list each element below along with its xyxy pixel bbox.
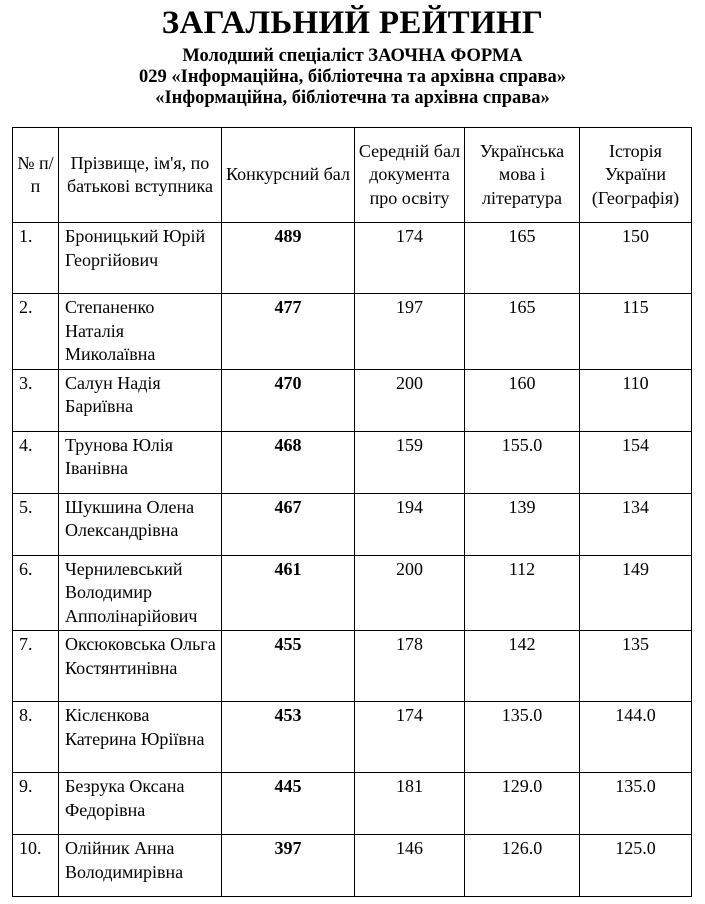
cell-ukr: 142 xyxy=(465,631,580,702)
cell-name: Кіслєнкова Катерина Юріївна xyxy=(59,702,222,773)
cell-name: Безрука Оксана Федорівна xyxy=(59,773,222,835)
cell-ukr: 165 xyxy=(465,223,580,294)
cell-score: 445 xyxy=(222,773,355,835)
cell-avg: 159 xyxy=(355,431,465,493)
table-row xyxy=(13,835,692,897)
cell-number: 9. xyxy=(13,773,59,835)
cell-number: 2. xyxy=(13,294,59,370)
cell-score: 470 xyxy=(222,369,355,431)
cell-ukr: 155.0 xyxy=(465,431,580,493)
table-row xyxy=(13,555,692,631)
cell-name: Олійник Анна Володимирівна xyxy=(59,835,222,897)
cell-avg: 174 xyxy=(355,702,465,773)
cell-name: Броницький Юрій Георгійович xyxy=(59,223,222,294)
cell-name: Шукшина Олена Олександрівна xyxy=(59,493,222,555)
cell-ukr: 112 xyxy=(465,555,580,631)
cell-hist: 115 xyxy=(580,294,692,370)
table-row xyxy=(13,223,692,294)
cell-name: Оксюковська Ольга Костянтинівна xyxy=(59,631,222,702)
table-row xyxy=(13,702,692,773)
cell-avg: 200 xyxy=(355,555,465,631)
cell-avg: 200 xyxy=(355,369,465,431)
cell-name: Чернилевський Володимир Апполінарійович xyxy=(59,555,222,631)
cell-avg: 146 xyxy=(355,835,465,897)
cell-score: 397 xyxy=(222,835,355,897)
cell-number: 8. xyxy=(13,702,59,773)
table-row xyxy=(13,369,692,431)
cell-avg: 181 xyxy=(355,773,465,835)
table-row xyxy=(13,631,692,702)
cell-ukr: 165 xyxy=(465,294,580,370)
col-header-hist: Історія України (Географія) xyxy=(580,128,692,223)
cell-ukr: 135.0 xyxy=(465,702,580,773)
col-header-avg: Середній бал документа про освіту xyxy=(355,128,465,223)
page-title: ЗАГАЛЬНИЙ РЕЙТИНГ xyxy=(161,5,544,41)
cell-ukr: 129.0 xyxy=(465,773,580,835)
cell-ukr: 139 xyxy=(465,493,580,555)
subtitle-specialty: 029 «Інформаційна, бібліотечна та архівна справа» xyxy=(139,67,566,87)
col-header-ukr: Українська мова і література xyxy=(465,128,580,223)
cell-hist: 134 xyxy=(580,493,692,555)
col-header-number: № п/п xyxy=(13,128,59,223)
cell-score: 477 xyxy=(222,294,355,370)
cell-number: 3. xyxy=(13,369,59,431)
cell-score: 489 xyxy=(222,223,355,294)
subtitle-program: «Інформаційна, бібліотечна та архівна справа» xyxy=(155,88,550,108)
cell-score: 453 xyxy=(222,702,355,773)
cell-hist: 150 xyxy=(580,223,692,294)
cell-number: 5. xyxy=(13,493,59,555)
cell-number: 7. xyxy=(13,631,59,702)
cell-avg: 197 xyxy=(355,294,465,370)
col-header-name: Прізвище, ім'я, по батькові вступника xyxy=(59,128,222,223)
cell-number: 4. xyxy=(13,431,59,493)
cell-hist: 135 xyxy=(580,631,692,702)
rating-table xyxy=(12,127,692,897)
subtitle-level: Молодший спеціаліст ЗАОЧНА ФОРМА xyxy=(182,46,523,66)
table-row xyxy=(13,773,692,835)
document-header xyxy=(0,0,705,109)
cell-hist: 135.0 xyxy=(580,773,692,835)
cell-hist: 154 xyxy=(580,431,692,493)
cell-hist: 125.0 xyxy=(580,835,692,897)
cell-ukr: 160 xyxy=(465,369,580,431)
table-row xyxy=(13,294,692,370)
cell-name: Степаненко Наталія Миколаївна xyxy=(59,294,222,370)
cell-avg: 178 xyxy=(355,631,465,702)
table-header-row xyxy=(13,128,692,223)
cell-score: 467 xyxy=(222,493,355,555)
cell-avg: 174 xyxy=(355,223,465,294)
cell-number: 1. xyxy=(13,223,59,294)
cell-hist: 149 xyxy=(580,555,692,631)
cell-name: Трунова Юлія Іванівна xyxy=(59,431,222,493)
cell-number: 10. xyxy=(13,835,59,897)
col-header-score: Конкурсний бал xyxy=(222,128,355,223)
cell-avg: 194 xyxy=(355,493,465,555)
table-row xyxy=(13,493,692,555)
cell-score: 461 xyxy=(222,555,355,631)
cell-score: 468 xyxy=(222,431,355,493)
cell-hist: 110 xyxy=(580,369,692,431)
cell-hist: 144.0 xyxy=(580,702,692,773)
cell-score: 455 xyxy=(222,631,355,702)
cell-number: 6. xyxy=(13,555,59,631)
cell-name: Салун Надія Бариївна xyxy=(59,369,222,431)
table-row xyxy=(13,431,692,493)
cell-ukr: 126.0 xyxy=(465,835,580,897)
